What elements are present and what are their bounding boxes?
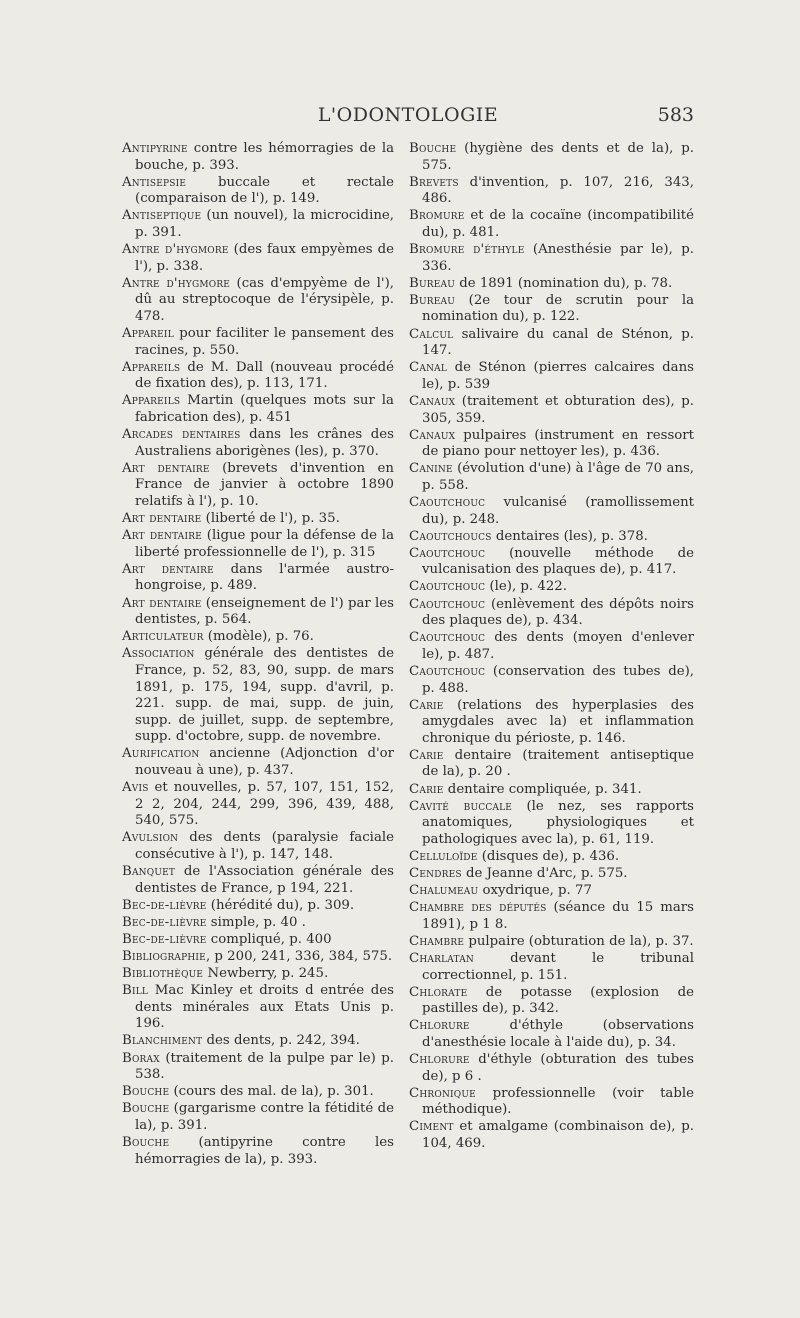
index-entry — [409, 900, 694, 933]
entry-headword: Arcades dentaires — [122, 427, 241, 443]
index-entry — [409, 579, 694, 596]
entry-text: de Sténon (pierres calcaires dans le), p. 539 — [422, 360, 694, 392]
index-entry — [409, 883, 694, 900]
entry-headword: Carie — [409, 747, 444, 763]
index-entry — [409, 360, 694, 393]
index-entry — [122, 1051, 394, 1084]
entry-headword: Chalumeau — [409, 883, 479, 899]
page-header — [122, 104, 694, 134]
entry-text: (traitement de la pulpe par le) p. 538. — [135, 1050, 394, 1083]
entry-text: dentaire (traitement antiseptique de la), p. 20 . — [422, 747, 694, 780]
entry-headword: Appareil — [122, 326, 174, 342]
entry-text: et amalgame (combinaison de), p. 104, 469. — [422, 1119, 694, 1152]
index-entry — [122, 562, 394, 595]
entry-text: (un nouvel), la microcidine, p. 391. — [135, 208, 394, 240]
index-entry — [122, 141, 394, 174]
entry-text: des dents (moyen d'enlever le), p. 487. — [422, 630, 694, 662]
index-entry — [409, 782, 694, 799]
entry-headword: Bureau — [409, 275, 455, 291]
entry-headword: Avis — [122, 780, 149, 796]
entry-headword: Carie — [409, 781, 444, 797]
index-entry — [122, 1101, 394, 1134]
index-entry — [409, 1018, 694, 1051]
entry-text: de 1891 (nomination du), p. 78. — [455, 275, 673, 291]
index-entry — [409, 1086, 694, 1119]
index-column-right — [409, 141, 694, 1153]
entry-headword: Bec-de-lièvre — [122, 931, 207, 947]
entry-headword: Bromure d'éthyle — [409, 242, 525, 258]
entry-text: (enseignement de l') par les dentistes, p. 564. — [135, 595, 394, 628]
entry-text: (le), p. 422. — [485, 579, 567, 595]
page-number: 583 — [657, 104, 694, 126]
entry-headword: Art dentaire — [122, 595, 202, 611]
entry-headword: Bureau — [409, 292, 455, 308]
entry-headword: Canaux — [409, 393, 456, 409]
entry-text: (2e tour de scrutin pour la nomination du), p. 122. — [422, 292, 694, 325]
entry-headword: Chlorure — [409, 1052, 470, 1068]
entry-headword: Caoutchouc — [409, 596, 486, 612]
entry-text: (gargarisme contre la fétidité de la), p. 391. — [135, 1101, 394, 1133]
entry-text: devant le tribunal correctionnel, p. 151. — [422, 951, 694, 983]
entry-headword: Appareils — [122, 359, 181, 375]
index-entry — [122, 326, 394, 359]
index-entry — [409, 664, 694, 697]
entry-headword: Blanchiment — [122, 1033, 203, 1049]
index-entry — [122, 175, 394, 208]
entry-headword: Borax — [122, 1050, 160, 1066]
index-entry — [409, 276, 694, 293]
entry-text: (ligue pour la défense de la liberté professionnelle de l'), p. 315 — [135, 528, 394, 560]
entry-text: dentaires (les), p. 378. — [491, 528, 648, 544]
index-entry — [122, 360, 394, 393]
entry-headword: Aurification — [122, 746, 200, 762]
index-entry — [409, 546, 694, 579]
index-entry — [409, 529, 694, 546]
entry-headword: Ciment — [409, 1119, 454, 1135]
entry-text: , p 200, 241, 336, 384, 575. — [205, 949, 393, 964]
entry-headword: Celluloïde — [409, 848, 478, 864]
entry-text: (conservation des tubes de), p. 488. — [422, 663, 694, 696]
entry-text: (disques de), p. 436. — [477, 848, 620, 864]
index-column-left — [122, 141, 394, 1169]
entry-headword: Avulsion — [122, 830, 179, 846]
entry-text: d'invention, p. 107, 216, 343, 486. — [422, 174, 694, 207]
entry-headword: Appareils — [122, 393, 181, 409]
entry-text: de M. Dall (nouveau procédé de fixation des), p. 113, 171. — [135, 359, 394, 392]
entry-headword: Bec-de-lièvre — [122, 914, 207, 930]
index-entry — [122, 393, 394, 426]
entry-text: (brevets d'invention en France de janvier à octobre 1890 relatifs à l'), p. 10. — [135, 460, 394, 509]
entry-headword: Chambre des députés — [409, 900, 547, 916]
entry-text: et nouvelles, p. 57, 107, 151, 152, 2 2, 204, 244, 299, 396, 439, 488, 540, 575. — [135, 780, 394, 829]
entry-headword: Cendres — [409, 866, 462, 882]
index-entry — [409, 1052, 694, 1085]
entry-text: pour faciliter le pansement des racines, p. 550. — [135, 326, 394, 358]
entry-text: Martin (quelques mots sur la fabrication des), p. 451 — [135, 393, 394, 425]
entry-text: dentaire compliquée, p. 341. — [443, 781, 642, 797]
entry-headword: Bibliographie — [122, 949, 206, 964]
entry-headword: Antre d'hygmore — [122, 275, 231, 291]
entry-headword: Caoutchouc — [409, 630, 486, 646]
entry-text: (des faux empyèmes de l'), p. 338. — [135, 242, 394, 274]
index-entry — [409, 849, 694, 866]
entry-text: (le nez, ses rapports anatomiques, physiologiques et pathologiques avec la), p. 61, 119. — [422, 798, 694, 847]
entry-text: (enlèvement des dépôts noirs des plaques de), p. 434. — [422, 596, 694, 629]
entry-text: de potasse (explosion de pastilles de), p. 342. — [422, 984, 694, 1017]
entry-text: (cas d'empyème de l'), dû au streptocoque de l'érysipèle, p. 478. — [135, 275, 394, 324]
entry-text: (hérédité du), p. 309. — [206, 897, 355, 913]
entry-headword: Articulateur — [122, 629, 204, 645]
entry-headword: Caoutchoucs — [409, 528, 492, 544]
index-entry — [409, 748, 694, 781]
entry-headword: Calcul — [409, 326, 454, 342]
entry-text: d'éthyle (observations d'anesthésie locale à l'aide du), p. 34. — [422, 1018, 694, 1050]
index-entry — [122, 646, 394, 746]
index-entry — [122, 208, 394, 241]
entry-text: de Jeanne d'Arc, p. 575. — [461, 866, 628, 882]
entry-text: compliqué, p. 400 — [206, 931, 332, 947]
entry-text: oxydrique, p. 77 — [478, 883, 592, 899]
index-entry — [122, 898, 394, 915]
entry-text: et de la cocaïne (incompatibilité du), p. 481. — [422, 208, 694, 240]
entry-headword: Canine — [409, 461, 453, 477]
entry-headword: Caoutchouc — [409, 545, 486, 561]
entry-text: simple, p. 40 . — [206, 914, 306, 930]
index-entry — [122, 966, 394, 983]
index-entry — [409, 327, 694, 360]
index-entry — [122, 511, 394, 528]
entry-headword: Antiseptique — [122, 208, 202, 224]
entry-text: d'éthyle (obturation des tubes de), p 6 . — [422, 1052, 694, 1084]
index-entry — [409, 208, 694, 241]
entry-text: vulcanisé (ramollissement du), p. 248. — [422, 494, 694, 527]
index-entry — [122, 1033, 394, 1050]
entry-headword: Brevets — [409, 174, 459, 190]
index-entry — [122, 746, 394, 779]
index-entry — [122, 629, 394, 646]
index-entry — [122, 932, 394, 949]
entry-text: (cours des mal. de la), p. 301. — [169, 1084, 374, 1100]
entry-headword: Art dentaire — [122, 528, 202, 544]
entry-text: dans les crânes des Australiens aborigènes (les), p. 370. — [135, 427, 394, 459]
index-entry — [122, 461, 394, 511]
index-entry — [122, 1084, 394, 1101]
index-entry — [122, 864, 394, 897]
entry-headword: Caoutchouc — [409, 579, 486, 595]
entry-headword: Banquet — [122, 864, 176, 880]
index-entry — [409, 175, 694, 208]
entry-headword: Antipyrine — [122, 141, 188, 156]
index-entry — [409, 293, 694, 326]
entry-headword: Carie — [409, 697, 444, 713]
index-entry — [409, 951, 694, 984]
index-entry — [409, 495, 694, 528]
entry-headword: Antre d'hygmore — [122, 242, 229, 258]
index-entry — [122, 596, 394, 629]
entry-text: (Anesthésie par le), p. 336. — [422, 242, 695, 274]
index-entry — [409, 461, 694, 494]
entry-text: (hygiène des dents et de la), p. 575. — [422, 141, 694, 173]
entry-headword: Association — [122, 646, 195, 662]
entry-text: (traitement et obturation des), p. 305, 359. — [422, 393, 694, 426]
index-entry — [409, 799, 694, 849]
index-entry — [409, 866, 694, 883]
index-entry — [409, 985, 694, 1018]
entry-text: (nouvelle méthode de vulcanisation des plaques de), p. 417. — [422, 545, 694, 578]
entry-headword: Bouche — [122, 1084, 170, 1100]
entry-headword: Bouche — [122, 1101, 170, 1117]
entry-headword: Bill — [122, 983, 149, 999]
entry-headword: Cavité buccale — [409, 798, 513, 814]
entry-text: des dents, p. 242, 394. — [202, 1033, 360, 1049]
entry-headword: Antisepsie — [122, 174, 187, 190]
index-entry — [122, 528, 394, 561]
entry-headword: Caoutchouc — [409, 663, 486, 679]
entry-text: (modèle), p. 76. — [203, 629, 314, 645]
entry-text: dans l'armée austro-hongroise, p. 489. — [135, 561, 394, 594]
entry-text: (liberté de l'), p. 35. — [201, 511, 340, 527]
entry-text: buccale et rectale (comparaison de l'), p. 149. — [135, 174, 394, 207]
entry-text: pulpaires (instrument en ressort de piano pour nettoyer les), p. 436. — [422, 427, 694, 460]
entry-headword: Art dentaire — [122, 561, 214, 577]
entry-text: (évolution d'une) à l'âge de 70 ans, p. 558. — [422, 461, 694, 493]
index-entry — [409, 394, 694, 427]
index-entry — [122, 1135, 394, 1168]
index-entry — [122, 983, 394, 1033]
index-entry — [122, 780, 394, 830]
entry-text: (relations des hyperplasies des amygdales avec la) et inflammation chronique du périoste, p. 146. — [422, 697, 694, 746]
index-entry — [122, 242, 394, 275]
entry-headword: Charlatan — [409, 951, 474, 966]
entry-headword: Bouche — [122, 1135, 170, 1151]
index-entry — [122, 427, 394, 460]
entry-text: de l'Association générale des dentistes de France, p 194, 221. — [135, 864, 394, 896]
entry-headword: Caoutchouc — [409, 494, 486, 510]
index-entry — [409, 1119, 694, 1152]
index-entry — [409, 698, 694, 748]
index-entry — [409, 141, 694, 174]
entry-text: ancienne (Adjonction d'or nouveau à une), p. 437. — [135, 746, 394, 778]
index-entry — [122, 915, 394, 932]
entry-text: contre les hémorragies de la bouche, p. 393. — [135, 141, 394, 173]
entry-text: Newberry, p. 245. — [203, 966, 329, 982]
entry-text: professionnelle (voir table méthodique). — [422, 1085, 694, 1118]
entry-text: pulpaire (obturation de la), p. 37. — [464, 933, 694, 949]
index-entry — [122, 276, 394, 326]
entry-text: générale des dentistes de France, p. 52, 83, 90, supp. de mars 1891, p. 175, 194, supp. d'avril, p. 221. supp. de mai, supp. de juin, supp. de juillet, supp. de septembre, supp. d'octobre, supp. de novembre. — [135, 646, 394, 745]
index-entry — [409, 428, 694, 461]
index-entry — [122, 949, 394, 966]
entry-headword: Art dentaire — [122, 511, 202, 527]
entry-headword: Canal — [409, 360, 448, 376]
entry-text: salivaire du canal de Sténon, p. 147. — [422, 326, 694, 359]
entry-headword: Canaux — [409, 427, 456, 443]
entry-headword: Bibliothèque — [122, 966, 204, 982]
index-entry — [122, 830, 394, 863]
entry-text: (antipyrine contre les hémorragies de la), p. 393. — [135, 1135, 394, 1167]
index-entry — [409, 630, 694, 663]
entry-headword: Art dentaire — [122, 460, 210, 476]
index-entry — [409, 597, 694, 630]
index-entry — [409, 934, 694, 951]
entry-headword: Bec-de-lièvre — [122, 897, 207, 913]
entry-headword: Chlorure — [409, 1018, 470, 1034]
entry-headword: Chambre — [409, 933, 465, 949]
entry-text: (séance du 15 mars 1891), p 1 8. — [422, 900, 694, 932]
entry-headword: Chronique — [409, 1085, 476, 1101]
entry-headword: Chlorate — [409, 984, 468, 1000]
running-title: L'ODONTOLOGIE — [317, 104, 499, 126]
entry-text: Mac Kinley et droits d entrée des dents minérales aux Etats Unis p. 196. — [135, 983, 394, 1032]
index-entry — [409, 242, 694, 275]
entry-headword: Bromure — [409, 208, 465, 224]
entry-text: des dents (paralysie faciale consécutive à l'), p. 147, 148. — [135, 830, 394, 862]
entry-headword: Bouche — [409, 141, 457, 156]
